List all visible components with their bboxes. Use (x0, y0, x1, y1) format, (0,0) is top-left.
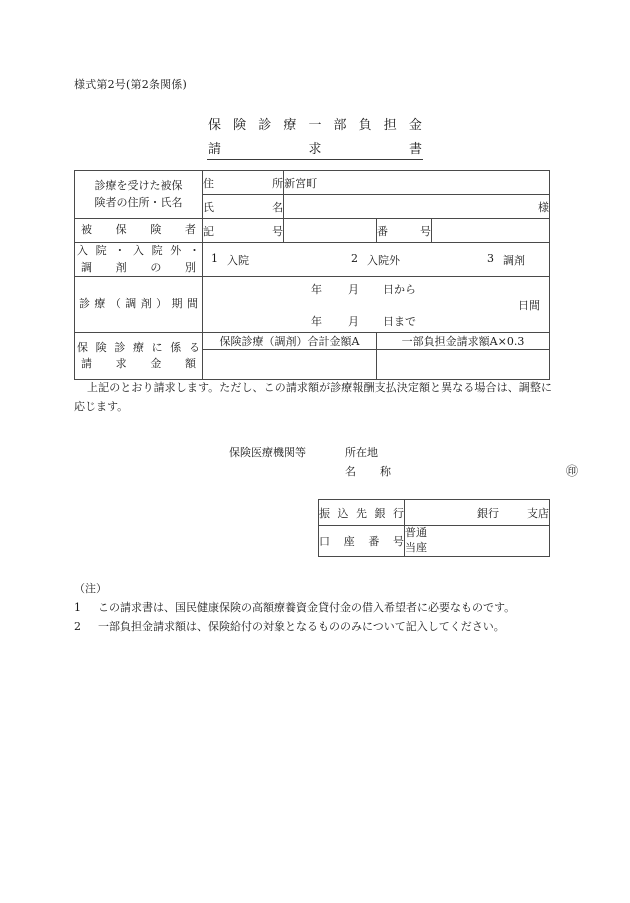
label-char: 行 (393, 506, 404, 520)
account-type-current[interactable]: 当座 (405, 540, 427, 554)
label-char: 入 (77, 244, 88, 257)
option-inpatient[interactable] (211, 252, 351, 268)
option-label: 入院 (227, 253, 249, 267)
field-symbol-value[interactable] (284, 219, 377, 243)
institution-block (229, 442, 578, 480)
label-char: 額 (184, 357, 196, 370)
label-char: 期 (171, 297, 183, 311)
label-char: 入 (132, 244, 144, 257)
title-char: 請 (208, 142, 222, 157)
table-row-period (75, 277, 550, 333)
note-item (74, 617, 552, 636)
label-char: 求 (115, 357, 127, 370)
table-row-bank (319, 500, 550, 526)
label-char: 院 (95, 244, 107, 257)
period-year-label: 年 (311, 315, 322, 328)
label-char: 号 (420, 224, 431, 238)
label-char: 名 (272, 200, 284, 214)
label-char: 剤 (115, 260, 127, 274)
label-char: 被 (81, 223, 92, 237)
bank-suffix-bank: 銀行 (477, 506, 499, 520)
table-row-amount-header (75, 333, 550, 350)
bank-suffix-branch: 支店 (527, 506, 549, 520)
label-char: 保 (115, 223, 127, 237)
title-char: 求 (308, 142, 322, 157)
label-char: 称 (380, 464, 391, 478)
name-honorific: 様 (538, 200, 549, 214)
table-row-account (319, 526, 550, 557)
label-char: 号 (392, 534, 404, 548)
label-char: 外 (170, 244, 182, 257)
field-address-value[interactable]: 新宮町 (284, 171, 550, 195)
table-row-insured-id (75, 219, 550, 243)
label-claim-amount (75, 333, 203, 380)
label-char: ・ (188, 244, 200, 257)
document-title (207, 114, 423, 160)
title-char: 負 (358, 118, 372, 133)
field-treatment-kind-options (203, 243, 550, 277)
label-char: の (150, 260, 162, 274)
institution-name-row (229, 461, 578, 480)
label-line-1: 診療を受けた被保 (94, 179, 183, 192)
table-row-treatment-kind (75, 243, 550, 277)
title-char: 保 (208, 118, 222, 133)
title-char: 書 (408, 142, 422, 157)
note-text: この請求書は、国民健康保険の高額療養資金貸付金の借入希望者に必要なものです。 (98, 601, 516, 615)
option-dispensing[interactable] (487, 252, 525, 268)
title-line-2 (207, 138, 423, 160)
label-char: 口 (319, 534, 330, 548)
header-copayment-amount: 一部負担金請求額A×0.3 (377, 333, 550, 350)
title-char: 金 (408, 118, 422, 133)
label-char: 銀 (374, 506, 386, 520)
field-total-amount-value[interactable] (203, 350, 377, 380)
title-char: 一 (308, 118, 322, 133)
label-char: る (188, 340, 200, 354)
seal-stamp-icon: ㊞ (566, 463, 579, 478)
institution-name-label (345, 463, 391, 479)
label-char: ・ (114, 244, 126, 257)
header-total-amount: 保険診療（調剤）合計金額A (203, 333, 377, 350)
note-number: 2 (74, 620, 81, 634)
label-char: に (151, 340, 163, 354)
label-char: 険 (95, 340, 107, 354)
title-char: 部 (333, 118, 347, 133)
label-char: 診 (79, 297, 90, 311)
label-char: 療 (94, 297, 106, 311)
label-address (203, 171, 284, 195)
label-char: 号 (272, 224, 284, 238)
label-char: 込 (337, 506, 349, 520)
label-insured-address-name (75, 171, 203, 219)
label-char: 調 (125, 297, 137, 311)
field-account-type-and-number[interactable] (405, 526, 550, 557)
period-day-to-label: 日まで (383, 315, 416, 328)
label-char: 間 (186, 297, 198, 311)
field-copayment-amount-value[interactable] (377, 350, 550, 380)
field-bank-name[interactable] (405, 500, 550, 526)
notes-block (74, 580, 552, 637)
label-char: 名 (345, 464, 356, 478)
option-label: 入院外 (367, 253, 400, 267)
label-symbol (203, 219, 284, 243)
label-char: 金 (150, 357, 162, 370)
option-outpatient[interactable] (351, 252, 487, 268)
label-char: 調 (81, 260, 92, 274)
label-char: 険 (150, 223, 162, 237)
notes-heading: （注） (74, 582, 107, 595)
period-day-from-label: 日から (383, 283, 416, 296)
label-char: ） (156, 297, 168, 311)
field-number-value[interactable] (432, 219, 550, 243)
institution-address-label: 所在地 (345, 445, 378, 459)
label-number (377, 219, 432, 243)
table-row-insured-address (75, 171, 550, 195)
label-char: 別 (184, 260, 196, 274)
period-days-label: 日間 (518, 299, 540, 312)
period-year-label: 年 (311, 283, 322, 296)
period-month-label: 月 (348, 283, 359, 296)
label-insured-person (75, 219, 203, 243)
title-line-1 (207, 114, 423, 133)
option-label: 調剤 (503, 253, 525, 267)
label-char: 院 (151, 244, 163, 257)
label-char: 住 (203, 176, 214, 190)
label-treatment-kind (75, 243, 203, 277)
label-char: 請 (81, 357, 92, 370)
option-number: 2 (351, 251, 358, 265)
label-account-number (319, 526, 405, 557)
label-char: 番 (377, 224, 388, 238)
claim-statement: 上記のとおり請求します。ただし、この請求額が診療報酬支払決定額と異なる場合は、調整に応じます。 (74, 381, 552, 414)
note-item (74, 598, 552, 617)
label-char: 氏 (203, 200, 214, 214)
label-char: （ (109, 297, 121, 311)
label-char: 剤 (140, 297, 152, 311)
option-number: 3 (487, 251, 494, 265)
institution-heading: 保険医療機関等 (229, 445, 306, 459)
label-char: 療 (132, 340, 144, 354)
period-month-label: 月 (348, 315, 359, 328)
label-char: 所 (272, 176, 284, 190)
label-line-2: 険者の住所・氏名 (94, 195, 183, 209)
period-to (311, 313, 416, 329)
label-char: 係 (170, 340, 182, 354)
institution-address-row (229, 442, 578, 461)
field-name-value[interactable] (284, 195, 550, 219)
form-number: 様式第2号(第2条関係) (74, 78, 187, 91)
label-char: 診 (114, 340, 126, 354)
title-char: 診 (258, 118, 272, 133)
title-char: 険 (233, 118, 247, 133)
claim-main-table (74, 170, 550, 380)
label-char: 座 (343, 534, 355, 548)
title-char: 療 (283, 118, 297, 133)
label-char: 振 (319, 506, 330, 520)
period-from (311, 281, 416, 297)
field-treatment-period[interactable] (203, 277, 550, 333)
label-char: 番 (368, 534, 380, 548)
label-char: 先 (356, 506, 367, 520)
label-char: 記 (203, 224, 214, 238)
title-char: 担 (383, 118, 397, 133)
label-transfer-bank (319, 500, 405, 526)
option-number: 1 (211, 251, 218, 265)
note-number: 1 (74, 601, 81, 615)
bank-transfer-table (318, 499, 550, 557)
label-char: 保 (77, 340, 88, 354)
label-char: 者 (184, 223, 196, 237)
account-type-ordinary[interactable]: 普通 (405, 526, 427, 539)
label-name (203, 195, 284, 219)
note-text: 一部負担金請求額は、保険給付の対象となるもののみについて記入してください。 (98, 620, 505, 634)
label-treatment-period (75, 277, 203, 333)
